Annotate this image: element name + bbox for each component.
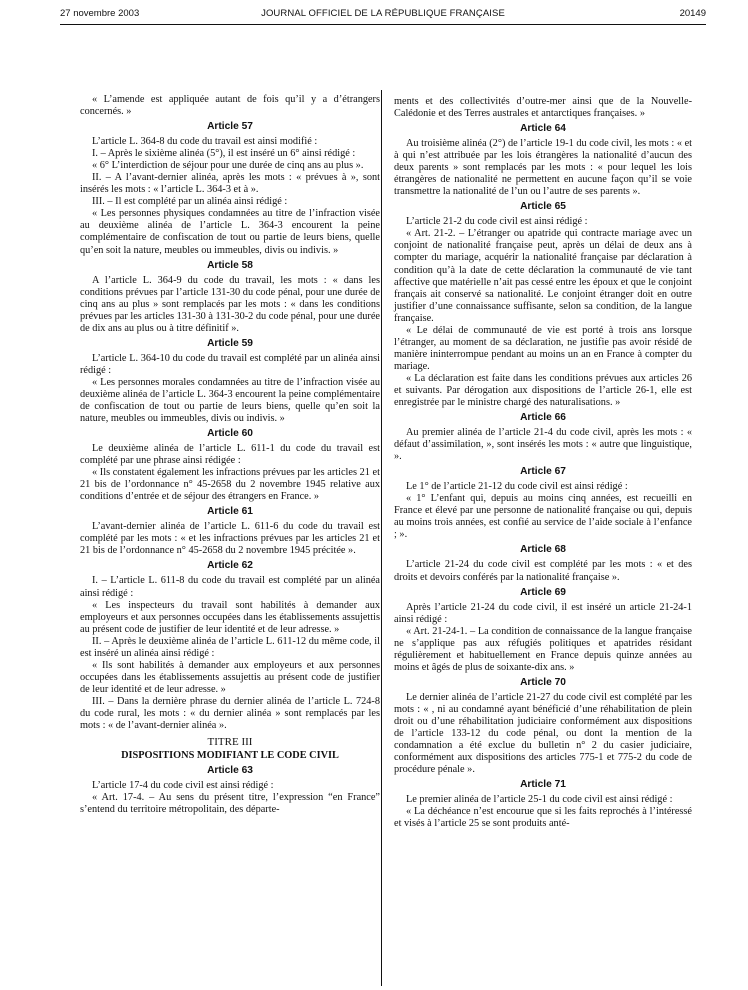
- paragraph: « Les inspecteurs du travail sont habilités à demander aux employeurs et aux personnes occupées dans les établissements assujettis au présent code de justifier de leur identité et de leur adresse. »: [80, 599, 380, 635]
- header-date: 27 novembre 2003: [60, 8, 140, 19]
- header-rule: [60, 24, 706, 25]
- paragraph: II. – Après le deuxième alinéa de l’article L. 611-12 du même code, il est inséré un alinéa ainsi rédigé :: [80, 635, 380, 659]
- header-page-number: 20149: [679, 8, 706, 19]
- paragraph: II. – A l’avant-dernier alinéa, après les mots : « prévues à », sont insérés les mots : « l’article L. 364-3 et à ».: [80, 172, 380, 196]
- article-heading: Article 64: [520, 123, 566, 135]
- paragraph: I. – Après le sixième alinéa (5°), il est inséré un 6° ainsi rédigé :: [92, 148, 356, 160]
- paragraph: Le deuxième alinéa de l’article L. 611-1 du code du travail est complété par une phrase ainsi rédigée :: [80, 443, 380, 467]
- paragraph: III. – Dans la dernière phrase du dernier alinéa de l’article L. 724-8 du code rural, les mots : « du dernier alinéa » sont remplacés par les mots : « de l’avant-dernier alinéa ».: [80, 695, 380, 732]
- paragraph: « 6° L’interdiction de séjour pour une durée de cinq ans au plus ».: [92, 160, 364, 172]
- paragraph: « Ils sont habilités à demander aux employeurs et aux personnes occupées dans les établissements assujettis au présent code de justifier de leur identité et de leur adresse. »: [80, 659, 380, 695]
- paragraph: Au troisième alinéa (2°) de l’article 19-1 du code civil, les mots : « et à qui n’est attribuée par les lois étrangères la nationalité d’aucun des deux parents » sont remplacés par les mots : « pour lequel les lois étrangères de nationalité ne permettent en aucune façon qu’il se voie transmettre la nationalité de l’un ou l’autre de ses parents ».: [394, 138, 692, 198]
- paragraph: « Ils constatent également les infractions prévues par les articles 21 et 21 bis de l’ordonnance n° 45-2658 du 2 novembre 1945 relative aux conditions d’entrée et de séjour des étrangers en France. »: [80, 467, 380, 503]
- paragraph: « Art. 21-24-1. – La condition de connaissance de la langue française ne s’applique pas aux réfugiés politiques et apatrides résidant régulièrement et habituellement en France depuis quinze années au moins et âgés de plus de soixante-dix ans. »: [394, 625, 692, 673]
- article-heading: Article 59: [207, 337, 253, 349]
- paragraph: A l’article L. 364-9 du code du travail, les mots : « dans les conditions prévues par l’article 131-30 du code pénal, pour une durée de cinq ans au plus » sont remplacés par les mots : « dans les conditions prévues par les articles 131-30 à 131-30-2 du code pénal, pour une durée de dix ans au plus ou à titre définitif ».: [80, 274, 380, 334]
- paragraph: « L’amende est appliquée autant de fois qu’il y a d’étrangers concernés. »: [80, 94, 380, 118]
- article-heading: Article 60: [207, 428, 253, 440]
- paragraph: L’article 17-4 du code civil est ainsi rédigé :: [92, 780, 274, 792]
- paragraph: L’article 21-24 du code civil est complété par les mots : « et des droits et devoirs conférés par la nationalité française ».: [394, 559, 692, 583]
- paragraph: L’article L. 364-8 du code du travail est ainsi modifié :: [92, 136, 318, 148]
- left-column: [80, 94, 380, 816]
- article-heading: Article 61: [207, 506, 253, 518]
- title-heading: TITRE III: [207, 736, 253, 749]
- article-heading: Article 67: [520, 466, 566, 478]
- paragraph: Au premier alinéa de l’article 21-4 du code civil, après les mots : « défaut d’assimilation, », sont insérés les mots : « autre que linguistique, ».: [394, 427, 692, 463]
- article-heading: Article 63: [207, 765, 253, 777]
- article-heading: Article 70: [520, 676, 566, 688]
- paragraph: Le premier alinéa de l’article 25-1 du code civil est ainsi rédigé :: [406, 794, 673, 806]
- article-heading: Article 65: [520, 201, 566, 213]
- paragraph: III. – Il est complété par un alinéa ainsi rédigé :: [92, 196, 288, 208]
- paragraph: « Art. 17-4. – Au sens du présent titre, l’expression “en France” s’entend du territoire métropolitain, des départe-: [80, 792, 380, 816]
- paragraph: « Les personnes morales condamnées au titre de l’infraction visée au deuxième alinéa de l’article L. 364-3 encourent la peine complémentaire de confiscation de tout ou partie de leurs biens, quelle qu’en soit la nature, meubles ou immeubles, divis ou indivis. »: [80, 376, 380, 425]
- right-column: [394, 96, 692, 830]
- paragraph: L’article 21-2 du code civil est ainsi rédigé :: [406, 216, 588, 228]
- article-heading: Article 66: [520, 412, 566, 424]
- paragraph: Après l’article 21-24 du code civil, il est inséré un article 21-24-1 ainsi rédigé :: [394, 601, 692, 625]
- page-header: [60, 8, 706, 22]
- paragraph: ments et des collectivités d’outre-mer ainsi que de la Nouvelle-Calédonie et des Terres australes et antarctiques françaises. »: [394, 96, 692, 120]
- paragraph: « Art. 21-2. – L’étranger ou apatride qui contracte mariage avec un conjoint de nationalité française peut, après un délai de deux ans à compter du mariage, acquérir la nationalité française par déclaration à condition qu’à la date de cette déclaration la communauté de vie tant affective que matérielle n’ait pas cessé entre les époux et que le conjoint français ait conservé sa nationalité. Le conjoint étranger doit en outre justifier d’une connaissance suffisante, selon sa condition, de la langue française.: [394, 228, 692, 324]
- paragraph: I. – L’article L. 611-8 du code du travail est complété par un alinéa ainsi rédigé :: [80, 575, 380, 599]
- paragraph: L’avant-dernier alinéa de l’article L. 611-6 du code du travail est complété par les mots : « et les infractions prévues par les articles 21 et 21 bis de l’ordonnance n° 45-2658 du 2 novembre 1945 précitée ».: [80, 521, 380, 557]
- paragraph: Le dernier alinéa de l’article 21-27 du code civil est complété par les mots : « , ni au condamné ayant bénéficié d’une réhabilitation de plein droit ou d’une réhabilitation judiciaire conformément aux dispositions de l’article 133-12 du code pénal, ou dont la mention de la condamnation a été exclue du bulletin n° 2 du casier judiciaire, conformément aux dispositions des articles 775-1 et 775-2 du code de procédure pénale ».: [394, 691, 692, 776]
- header-journal-title: JOURNAL OFFICIEL DE LA RÉPUBLIQUE FRANÇAISE: [261, 8, 505, 19]
- paragraph: « 1° L’enfant qui, depuis au moins cinq années, est recueilli en France et élevé par une personne de nationalité française ou qui, depuis au moins trois années, est confié au service de l’aide sociale à l’enfance ; ».: [394, 493, 692, 541]
- paragraph: « La déclaration est faite dans les conditions prévues aux articles 26 et suivants. Par dérogation aux dispositions de l’article 26-1, elle est enregistrée par le ministre chargé des naturalisations. »: [394, 372, 692, 409]
- article-heading: Article 68: [520, 544, 566, 556]
- title-subheading: DISPOSITIONS MODIFIANT LE CODE CIVIL: [121, 750, 339, 762]
- paragraph: « La déchéance n’est encourue que si les faits reprochés à l’intéressé et visés à l’article 25 se sont produits anté-: [394, 806, 692, 830]
- article-heading: Article 58: [207, 259, 253, 271]
- article-heading: Article 62: [207, 560, 253, 572]
- paragraph: L’article L. 364-10 du code du travail est complété par un alinéa ainsi rédigé :: [80, 352, 380, 376]
- article-heading: Article 57: [207, 121, 253, 133]
- column-divider: [381, 90, 382, 986]
- paragraph: Le 1° de l’article 21-12 du code civil est ainsi rédigé :: [406, 481, 628, 493]
- paragraph: « Les personnes physiques condamnées au titre de l’infraction visée au deuxième alinéa de l’article L. 364-3 encourent la peine complémentaire de confiscation de tout ou partie de leurs biens, quelle qu’en soit la nature, meubles ou immeubles, divis ou indivis. »: [80, 208, 380, 256]
- article-heading: Article 69: [520, 586, 566, 598]
- article-heading: Article 71: [520, 779, 566, 791]
- paragraph: « Le délai de communauté de vie est porté à trois ans lorsque l’étranger, au moment de sa déclaration, ne justifie pas avoir résidé de manière ininterrompue pendant au moins un an en France à compter du mariage.: [394, 324, 692, 372]
